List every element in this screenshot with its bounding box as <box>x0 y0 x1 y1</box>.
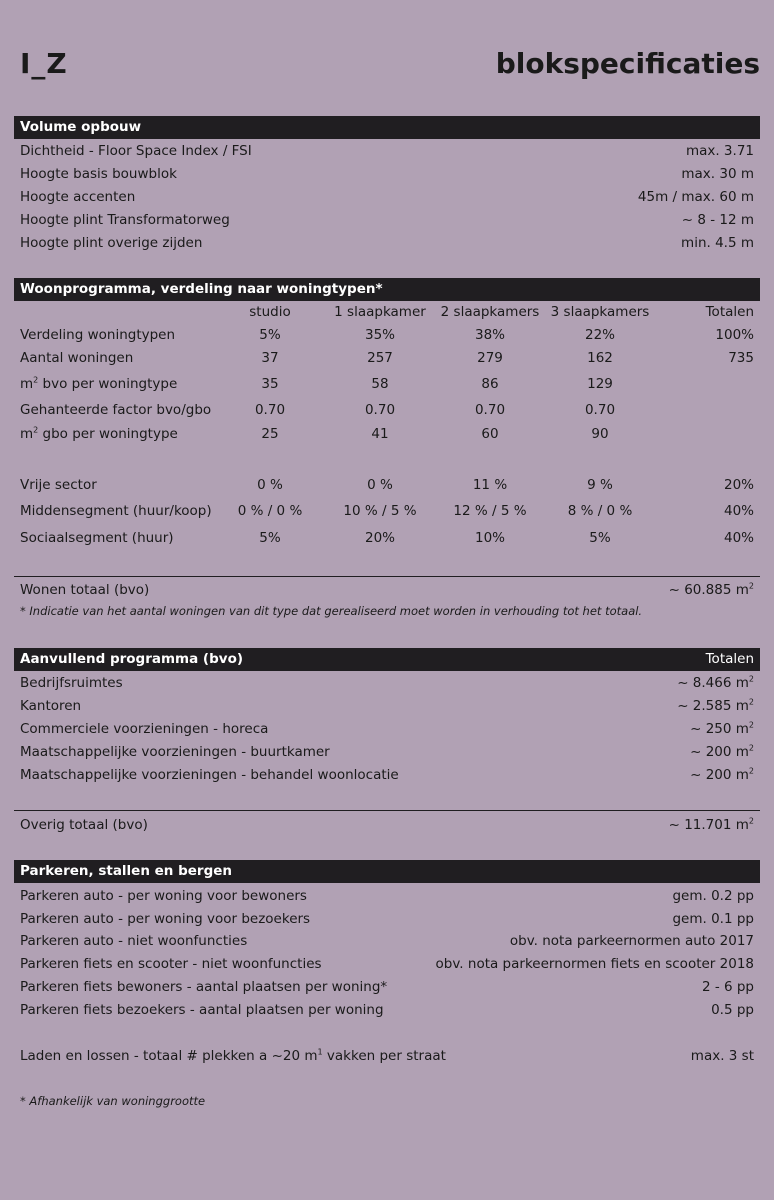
table-row <box>14 953 760 975</box>
table-cell: 162 <box>587 350 613 366</box>
table-cell: 60 <box>481 426 499 442</box>
table-cell: 279 <box>477 350 503 366</box>
page-title: blokspecificaties <box>495 47 760 80</box>
table-cell: 129 <box>587 376 613 392</box>
table-cell: 37 <box>261 350 279 366</box>
row-label: $m^2$ bvo per woningtype <box>20 375 178 392</box>
section-title: Volume opbouw <box>20 119 142 135</box>
row-label: Maatschappelijke voorzieningen - behandel woonlocatie <box>20 767 399 783</box>
table-cell: 12 % / 5 % <box>453 503 527 519</box>
table-cell: 0 % <box>257 477 283 493</box>
row-value: ~ 8 - 12 m <box>681 212 754 228</box>
row-label: Commerciele voorzieningen - horeca <box>20 721 269 737</box>
page-header <box>14 44 760 84</box>
row-value: 45m / max. 60 m <box>637 189 754 205</box>
table-row <box>14 140 760 162</box>
total-label: Wonen totaal (bvo) <box>20 582 150 598</box>
table-cell: 86 <box>481 376 499 392</box>
table-row <box>14 423 760 445</box>
table-row <box>14 930 760 952</box>
spec-sheet <box>14 0 760 1200</box>
row-label: Kantoren <box>20 698 82 714</box>
row-label: Hoogte accenten <box>20 189 136 205</box>
row-label: Sociaalsegment (huur) <box>20 530 174 546</box>
table-row <box>14 527 760 549</box>
table-row <box>14 764 760 786</box>
row-value: gem. 0.2 pp <box>672 888 754 904</box>
row-label: Bedrijfsruimtes <box>20 675 123 691</box>
logo: I_Z <box>20 47 68 80</box>
footnote: * Indicatie van het aantal woningen van dit type dat gerealiseerd moet worden in verhouding tot het totaal. <box>20 604 643 618</box>
total-label: Overig totaal (bvo) <box>20 817 148 833</box>
row-label: Parkeren auto - per woning voor bewoners <box>20 888 307 904</box>
table-cell: 35% <box>364 327 395 343</box>
row-value: max. 3 st <box>690 1048 754 1064</box>
total-value: ~ 11.701 $m^2$ <box>668 816 754 833</box>
row-label: Hoogte basis bouwblok <box>20 166 177 182</box>
section-header-parkeren <box>14 860 760 883</box>
section-header-aanvullend <box>14 648 760 671</box>
table-cell: 5% <box>259 327 281 343</box>
column-headers <box>14 301 760 323</box>
row-label: Middensegment (huur/koop) <box>20 503 212 519</box>
table-cell: 9 % <box>587 477 613 493</box>
table-cell: 10 % / 5 % <box>343 503 417 519</box>
table-cell: 20% <box>364 530 395 546</box>
table-row <box>14 741 760 763</box>
row-label: Parkeren fiets bewoners - aantal plaatsen per woning* <box>20 979 388 995</box>
table-cell: 90 <box>591 426 609 442</box>
row-total: 100% <box>715 327 754 343</box>
table-cell: 38% <box>474 327 505 343</box>
table-cell: 10% <box>474 530 505 546</box>
divider <box>14 576 760 577</box>
table-cell: 58 <box>371 376 389 392</box>
row-label: Maatschappelijke voorzieningen - buurtkamer <box>20 744 330 760</box>
table-cell: 25 <box>261 426 279 442</box>
table-row <box>14 1045 760 1067</box>
row-label: Parkeren auto - per woning voor bezoekers <box>20 911 311 927</box>
row-label: $m^2$ gbo per woningtype <box>20 425 178 442</box>
row-value: obv. nota parkeernormen fiets en scooter 2018 <box>435 956 754 972</box>
row-total: 735 <box>728 350 754 366</box>
table-row <box>14 232 760 254</box>
table-cell: 0.70 <box>584 402 616 418</box>
row-value: obv. nota parkeernormen auto 2017 <box>509 933 754 949</box>
row-value: ~ 200 $m^2$ <box>690 766 754 783</box>
row-total: 40% <box>723 503 754 519</box>
table-cell: 0 % / 0 % <box>237 503 303 519</box>
section-title: Aanvullend programma (bvo) <box>20 651 244 667</box>
row-value: 2 - 6 pp <box>701 979 754 995</box>
table-row <box>14 186 760 208</box>
section-header-volume <box>14 116 760 139</box>
row-value: ~ 2.585 $m^2$ <box>677 697 754 714</box>
table-cell: 0.70 <box>254 402 286 418</box>
row-value: max. 3.71 <box>685 143 754 159</box>
table-cell: 257 <box>367 350 393 366</box>
column-header-totals: Totalen <box>705 651 754 667</box>
section-header-woonprogramma <box>14 278 760 301</box>
section-title: Woonprogramma, verdeling naar woningtypen* <box>20 281 383 297</box>
table-cell: 0.70 <box>474 402 506 418</box>
table-cell: 0.70 <box>364 402 396 418</box>
table-cell: 0 % <box>367 477 393 493</box>
table-cell: 35 <box>261 376 279 392</box>
row-value: ~ 8.466 $m^2$ <box>677 674 754 691</box>
column-header: studio <box>249 304 291 320</box>
table-row <box>14 718 760 740</box>
table-cell: 41 <box>371 426 389 442</box>
row-label: Verdeling woningtypen <box>20 327 176 343</box>
table-row <box>14 999 760 1021</box>
table-cell: 5% <box>259 530 281 546</box>
table-row <box>14 399 760 421</box>
row-value: ~ 200 $m^2$ <box>690 743 754 760</box>
table-row <box>14 324 760 346</box>
row-label: Aantal woningen <box>20 350 134 366</box>
row-label: Gehanteerde factor bvo/gbo <box>20 402 212 418</box>
row-label: Laden en lossen - totaal # plekken a ~20 $m^1$ vakken per straat <box>20 1047 446 1064</box>
column-header: 3 slaapkamers <box>550 304 650 320</box>
table-row <box>14 908 760 930</box>
row-label: Parkeren fiets en scooter - niet woonfuncties <box>20 956 322 972</box>
table-cell: 8 % / 0 % <box>567 503 633 519</box>
column-header-totals: Totalen <box>705 304 754 320</box>
table-row <box>14 347 760 369</box>
table-cell: 11 % <box>472 477 508 493</box>
table-cell: 22% <box>584 327 615 343</box>
table-row <box>14 695 760 717</box>
row-value: min. 4.5 m <box>681 235 754 251</box>
table-row <box>14 976 760 998</box>
table-row <box>14 373 760 395</box>
table-row <box>14 474 760 496</box>
total-value: ~ 60.885 $m^2$ <box>668 581 754 598</box>
total-row <box>14 814 760 836</box>
row-value: max. 30 m <box>681 166 754 182</box>
divider <box>14 810 760 811</box>
column-header: 2 slaapkamers <box>440 304 540 320</box>
row-label: Vrije sector <box>20 477 97 493</box>
row-total: 40% <box>723 530 754 546</box>
table-row <box>14 209 760 231</box>
row-total: 20% <box>723 477 754 493</box>
table-row <box>14 163 760 185</box>
table-row <box>14 885 760 907</box>
total-row <box>14 579 760 601</box>
footnote: * Afhankelijk van woninggrootte <box>20 1094 206 1108</box>
row-value: gem. 0.1 pp <box>672 911 754 927</box>
table-row <box>14 672 760 694</box>
column-header: 1 slaapkamer <box>334 304 426 320</box>
table-row <box>14 500 760 522</box>
section-title: Parkeren, stallen en bergen <box>20 863 233 879</box>
row-value: ~ 250 $m^2$ <box>690 720 754 737</box>
row-label: Hoogte plint Transformatorweg <box>20 212 230 228</box>
row-label: Dichtheid - Floor Space Index / FSI <box>20 143 252 159</box>
table-cell: 5% <box>589 530 611 546</box>
row-label: Parkeren fiets bezoekers - aantal plaatsen per woning <box>20 1002 384 1018</box>
row-label: Parkeren auto - niet woonfuncties <box>20 933 248 949</box>
row-label: Hoogte plint overige zijden <box>20 235 203 251</box>
row-value: 0.5 pp <box>711 1002 754 1018</box>
